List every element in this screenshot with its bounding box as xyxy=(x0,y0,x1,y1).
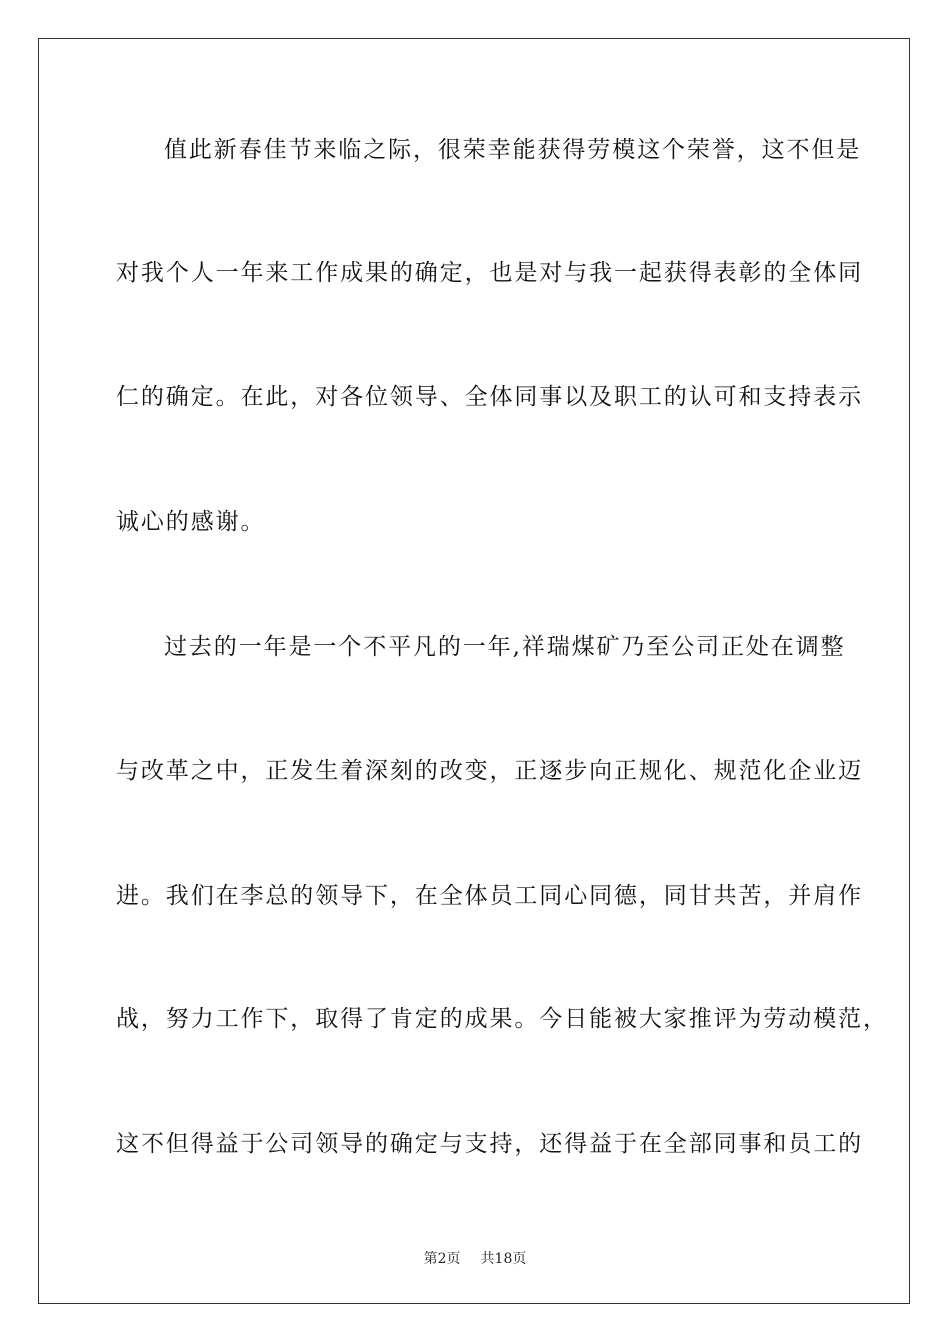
paragraph-1-line-2: 对我个人一年来工作成果的确定，也是对与我一起获得表彰的全体同 xyxy=(116,260,863,286)
page-border xyxy=(38,38,910,1304)
current-page-number: 第2页 xyxy=(423,1251,461,1267)
paragraph-1-line-4: 诚心的感谢。 xyxy=(116,509,266,535)
total-pages: 共18页 xyxy=(480,1251,527,1267)
paragraph-2-line-4: 战，努力工作下，取得了肯定的成果。今日能被大家推评为劳动模范， xyxy=(116,1006,888,1032)
paragraph-2-line-5: 这不但得益于公司领导的确定与支持，还得益于在全部同事和员工的 xyxy=(116,1131,863,1157)
paragraph-1-line-3: 仁的确定。在此，对各位领导、全体同事以及职工的认可和支持表示 xyxy=(116,384,863,410)
paragraph-2-line-3: 进。我们在李总的领导下，在全体员工同心同德，同甘共苦，并肩作 xyxy=(116,883,863,909)
paragraph-2-line-1: 过去的一年是一个不平凡的一年,祥瑞煤矿乃至公司正处在调整 xyxy=(164,634,846,660)
paragraph-1-line-1: 值此新春佳节来临之际，很荣幸能获得劳模这个荣誉，这不但是 xyxy=(164,137,862,163)
page-footer xyxy=(0,1248,950,1268)
paragraph-2-line-2: 与改革之中，正发生着深刻的改变，正逐步向正规化、规范化企业迈 xyxy=(116,758,863,784)
